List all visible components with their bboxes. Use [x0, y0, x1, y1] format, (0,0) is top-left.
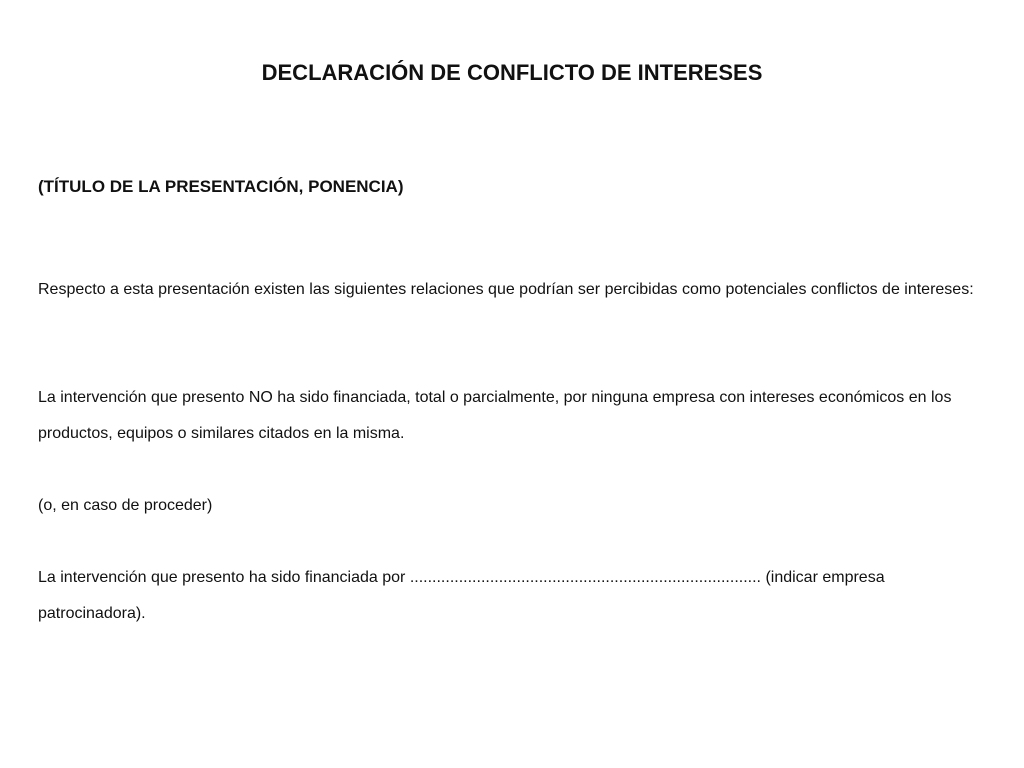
relations-paragraph: Respecto a esta presentación existen las siguientes relaciones que podrían ser percibidas como potenciales conflictos de intereses: — [38, 281, 974, 298]
alternative-note: (o, en caso de proceder) — [38, 497, 213, 514]
funding-paragraph: La intervención que presento ha sido financiada por ............................................................................... (indicar empresa patrocinadora). — [38, 569, 885, 622]
no-funding-paragraph: La intervención que presento NO ha sido financiada, total o parcialmente, por ninguna empresa con intereses económicos en los productos, equipos o similares citados en la misma. — [38, 389, 952, 442]
document-title: DECLARACIÓN DE CONFLICTO DE INTERESES — [261, 60, 763, 85]
presentation-title-placeholder: (TÍTULO DE LA PRESENTACIÓN, PONENCIA) — [38, 177, 404, 196]
